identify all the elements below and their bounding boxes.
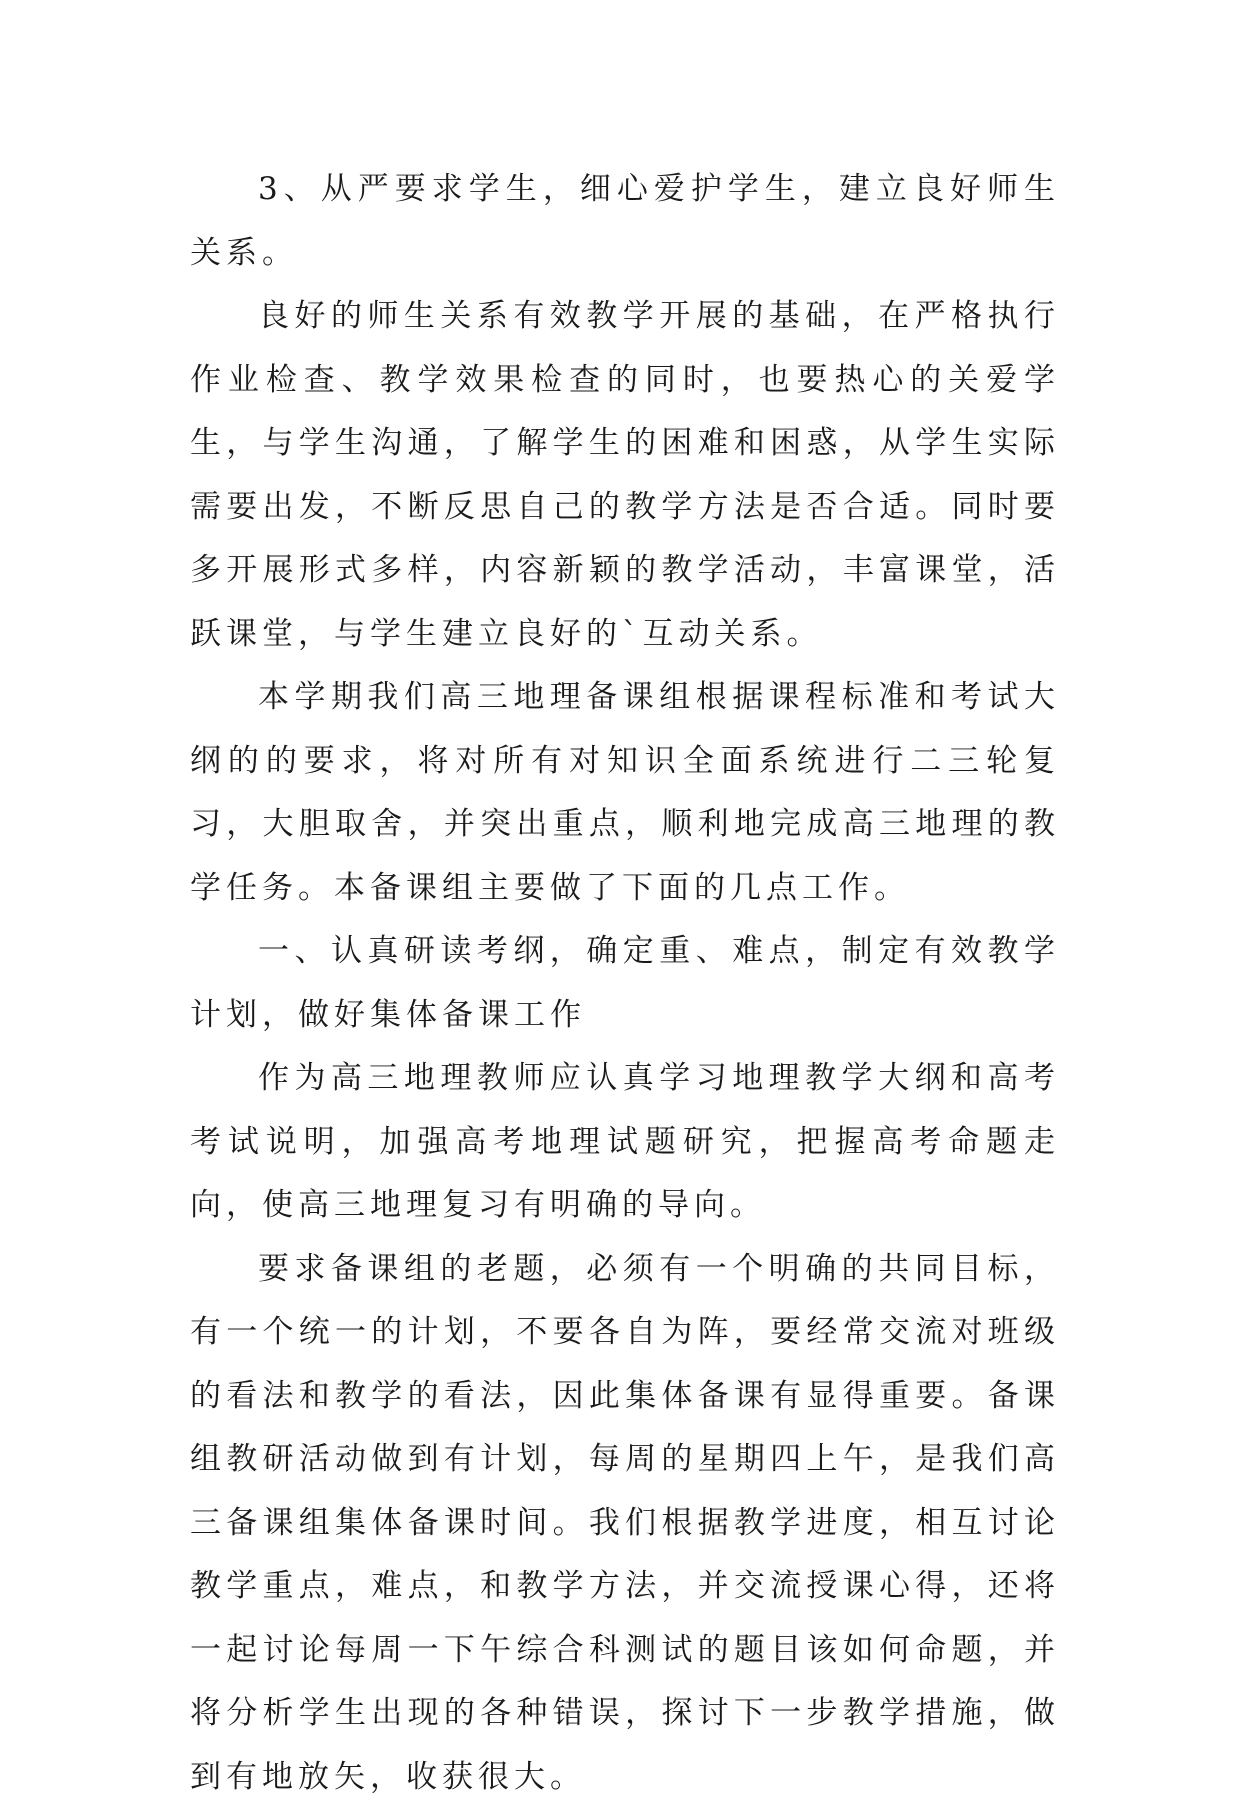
- paragraph-teacher-student-body: 良好的师生关系有效教学开展的基础，在严格执行作业检查、教学效果检查的同时，也要热心的关爱学生，与学生沟通，了解学生的困难和困惑，从学生实际需要出发，不断反思自己的教学方法是否合适。同时要多开展形式多样，内容新颖的教学活动，丰富课堂，活跃课堂，与学生建立良好的`互动关系。: [190, 285, 1060, 666]
- document-body: [190, 158, 1060, 1809]
- paragraph-semester-intro: 本学期我们高三地理备课组根据课程标准和考试大纲的的要求，将对所有对知识全面系统进行二三轮复习，大胆取舍，并突出重点，顺利地完成高三地理的教学任务。本备课组主要做了下面的几点工作。: [190, 666, 1060, 920]
- paragraph-section-one-heading: 一、认真研读考纲，确定重、难点，制定有效教学计划，做好集体备课工作: [190, 920, 1060, 1047]
- paragraph-collective-preparation: 要求备课组的老题，必须有一个明确的共同目标，有一个统一的计划，不要各自为阵，要经常交流对班级的看法和教学的看法，因此集体备课有显得重要。备课组教研活动做到有计划，每周的星期四上午，是我们高三备课组集体备课时间。我们根据教学进度，相互讨论教学重点，难点，和教学方法，并交流授课心得，还将一起讨论每周一下午综合科测试的题目该如何命题，并将分析学生出现的各种错误，探讨下一步教学措施，做到有地放矢，收获很大。: [190, 1238, 1060, 1809]
- paragraph-teacher-student-heading: 3、从严要求学生，细心爱护学生，建立良好师生关系。: [190, 158, 1060, 285]
- paragraph-syllabus-study: 作为高三地理教师应认真学习地理教学大纲和高考考试说明，加强高考地理试题研究，把握高考命题走向，使高三地理复习有明确的导向。: [190, 1047, 1060, 1238]
